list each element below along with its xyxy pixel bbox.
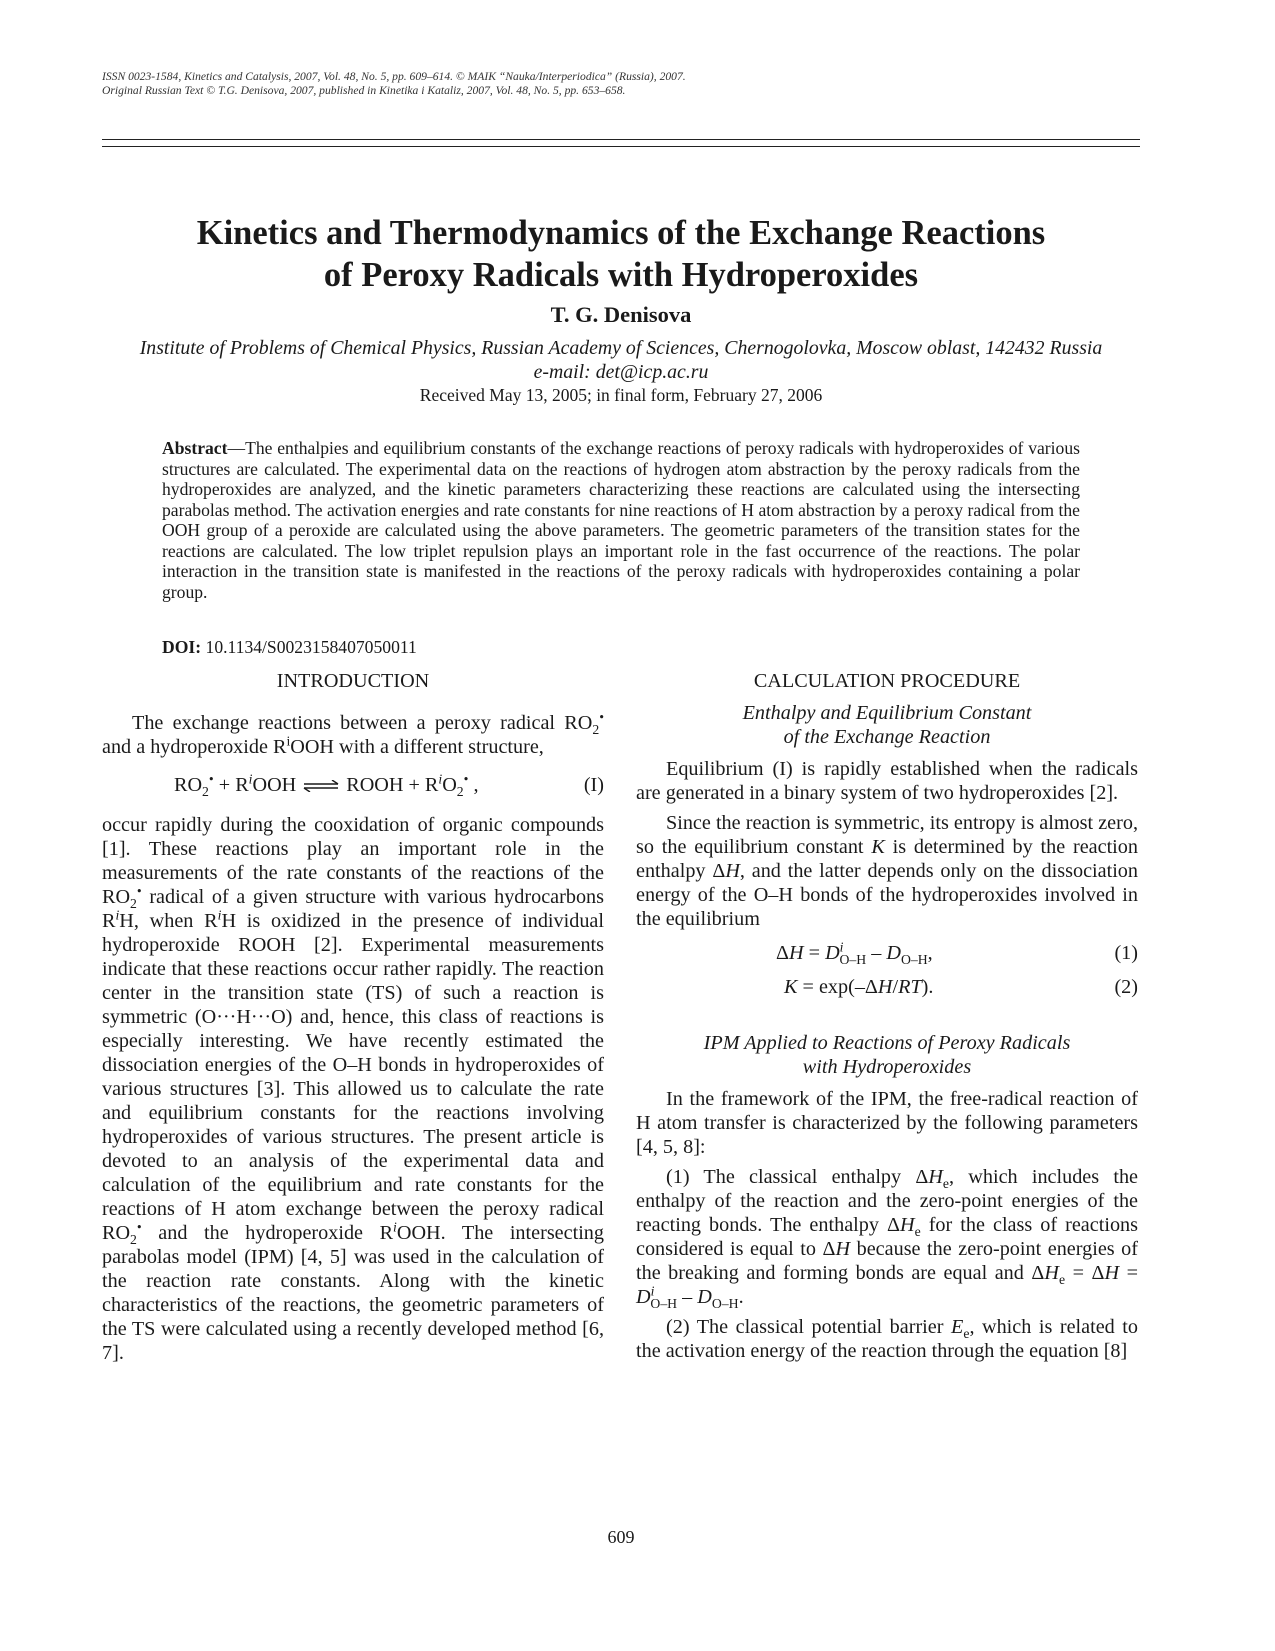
equilibrium-arrow-icon (302, 780, 340, 792)
title-line-2: of Peroxy Radicals with Hydroperoxides (323, 256, 919, 294)
subsection-enthalpy: Enthalpy and Equilibrium Constant of the Exchange Reaction (742, 702, 1032, 748)
abstract-label: Abstract (162, 438, 228, 458)
intro-paragraph-2: occur rapidly during the cooxidation of organic compounds [1]. These reactions play an important role in the measurements of the rate constants of the reactions of the $RO_2^•$ radical of a given structure with various hydrocarbons $R^iH$, when $R^iH$ is oxidized in the presence of individual hydroperoxide ROOH [2]. Experimental measurements indicate that these reactions occur rather rapidly. The reaction center in the transition state (TS) of such a reaction is symmetric (O···H···O) and, hence, this class of reactions is especially interesting. We have recently estimated the dissociation energies of the O–H bonds in hydroperoxides of various structures [3]. This allowed us to calculate the rate and equilibrium constants for the reactions involving hydroperoxides of various structures. The present article is devoted to an analysis of the experimental data and calculation of the equilibrium and rate constants for the reactions of H atom exchange between the peroxy radical $RO_2^•$ and the hydroperoxide $R^iOOH$. The intersecting parabolas model (IPM) [4, 5] was used in the calculation of the reaction rate constants. Along with the kinetic characteristics of the reactions, the geometric parameters of the TS were calculated using a recently developed method [6, 7]. (102, 814, 604, 1364)
header-line-2: Original Russian Text © T.G. Denisova, 2007, published in Kinetika i Kataliz, 2007, Vol. 48, No. 5, pp. 653–658. (102, 84, 626, 97)
equation-2-label: (2) (1114, 976, 1138, 998)
paper-title (102, 212, 1140, 296)
calc-paragraph-2: Since the reaction is symmetric, its entropy is almost zero, so the equilibrium constant K is determined by the reaction enthalpy ΔH, and the latter depends only on the dissociation energy of the O–H bonds of the hydroperoxides involved in the equilibrium (636, 812, 1138, 930)
intro-paragraph-1: The exchange reactions between a peroxy radical $RO_2^•$ and a hydroperoxide $R^iOOH$ with a different structure, (102, 709, 604, 758)
affiliation: Institute of Problems of Chemical Physics, Russian Academy of Sciences, Chernogolovka, Moscow oblast, 142432 Russia (139, 337, 1103, 359)
header-line-1: ISSN 0023-1584, Kinetics and Catalysis, 2007, Vol. 48, No. 5, pp. 609–614. © MAIK “Nauka/Interperiodica” (Russia), 2007. (102, 70, 686, 83)
author: T. G. Denisova (550, 302, 692, 327)
journal-header (102, 70, 1142, 98)
affiliation-block (102, 336, 1140, 384)
equation-I: $RO_2^• + R^iOOH$ ROOH + $R^iO_2^•$ , (I) (174, 771, 604, 800)
calc-paragraph-3: In the framework of the IPM, the free-radical reaction of H atom transfer is characterized by the following parameters [4, 5, 8]: (636, 1088, 1138, 1158)
left-column (102, 669, 604, 1365)
equation-2: K = exp(–ΔH/RT). (2) (784, 976, 1138, 998)
equation-I-label: (I) (583, 774, 604, 796)
intro-heading: INTRODUCTION (276, 670, 430, 692)
received-date: Received May 13, 2005; in final form, February 27, 2006 (419, 385, 823, 405)
subsection-ipm: IPM Applied to Reactions of Peroxy Radicals with Hydroperoxides (703, 1032, 1071, 1078)
calc-paragraph-4: (1) The classical enthalpy $\Delta H_e$, which includes the enthalpy of the reaction and the zero-point energies of the reacting bonds. The enthalpy $\Delta H_e$ for the class of reactions considered is equal to ΔH because the zero-point energies of the breaking and forming bonds are equal and $\Delta H_e = \Delta H = D^i_{O-H} - D_{O-H}$. (636, 1166, 1139, 1312)
calc-heading: CALCULATION PROCEDURE (753, 670, 1021, 692)
top-rule (102, 139, 1140, 140)
top-rule-2 (102, 146, 1140, 147)
equation-1-label: (1) (1114, 942, 1138, 964)
right-column (636, 669, 1138, 1363)
abstract (162, 438, 1080, 602)
calc-paragraph-1: Equilibrium (I) is rapidly established when the radicals are generated in a binary system of two hydroperoxides [2]. (636, 758, 1138, 804)
calc-paragraph-5: (2) The classical potential barrier $E_e$, which is related to the activation energy of the reaction through the equation [8] (636, 1316, 1138, 1362)
email[interactable]: e-mail: det@icp.ac.ru (533, 361, 709, 383)
title-line-1: Kinetics and Thermodynamics of the Exchange Reactions (196, 214, 1046, 252)
equation-1: $\Delta H = D^i_{O-H} - D_{O-H}$, (1) (776, 939, 1138, 968)
doi-value[interactable]: 10.1134/S0023158407050011 (205, 637, 417, 657)
page-number: 609 (607, 1527, 635, 1547)
doi (162, 637, 417, 658)
doi-label: DOI: (162, 637, 202, 657)
abstract-text: —The enthalpies and equilibrium constants of the exchange reactions of peroxy radicals with hydroperoxides of various structures are calculated. The experimental data on the reactions of hydrogen atom abstraction by the peroxy radicals from the hydroperoxides are analyzed, and the kinetic parameters characterizing these reactions are calculated using the intersecting parabolas method. The activation energies and rate constants for nine reactions of H atom abstraction by a peroxy radical from the OOH group of a peroxide are calculated using the above parameters. The geometric parameters of the transition states for the reactions are calculated. The low triplet repulsion plays an important role in the fast occurrence of the reactions. The polar interaction in the transition state is manifested in the reactions of the peroxy radicals with hydroperoxides containing a polar group. (162, 438, 1080, 602)
